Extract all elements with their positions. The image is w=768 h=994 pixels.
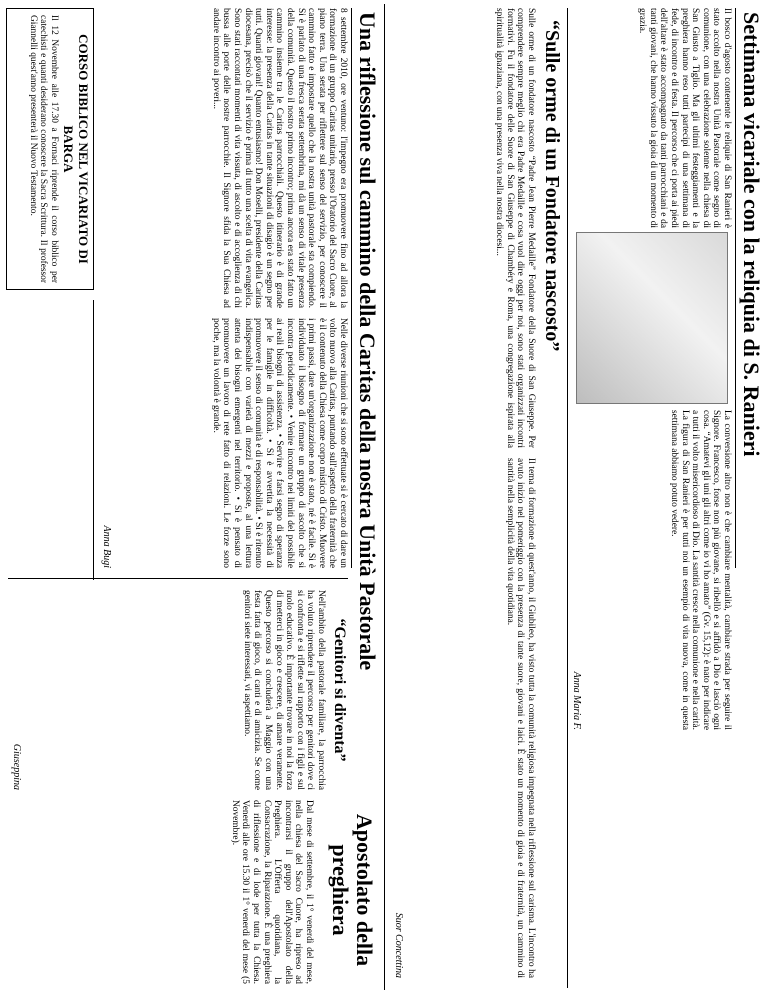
fondatore-heading: “Sulle orme di un Fondatore nascosto” [541,20,563,352]
reliquary-photo [576,232,728,404]
right-title-rule [735,8,736,568]
right-col3-text: Sulle orme di un fondatore nascosto “Padre Jean Pierre Medaille” Fondatore della Suore di San Giuseppe. Per comprendere sempre meglio chi era Padre Medaille e cosa vuol dire oggi per noi, sono stati organizzati incontri formativi. Fu il fondatore delle Suore di San Giuseppe di Chambéry e Roma, una congregazione ispirata alla spiritualità ignaziana, con una presenza viva nella nostra diocesi... [494,8,536,448]
left-mid-rule [93,300,94,580]
bible-course-title: CORSO BIBLICO NEL VICARIATO DI BARGA [61,34,91,264]
left-signature-2: Giuseppina [11,743,22,790]
apostolato-title: Apostolato della preghiera [328,813,377,967]
genitori-heading: “Genitori si diventa” [331,618,348,762]
right-signature-1: Anna Maria F. [571,671,582,730]
left-signature-1: Anna Bugi [101,525,112,568]
left-col2-text: Nelle diverse riunioni che si sono effettuate si è cercato di dare un volto nuovo alla Caritas, puntando sull'aspetto della fraternità che è il contenuto della Chiesa come corpo mistico di Cristo. Muovere i primi passi, dare un'organizzazione non è stato, né è facile. Si è individuato il bisogno di formare un gruppo di ascolto che si incontra periodicamente. • Venire incontro nei limiti del possibile ai reali bisogni di assistenza. • Servire e farsi segno di speranza per le famiglie in difficoltà. • Si è avvertita la necessità di promuovere il senso di comunità e di responsabilità. • Si è ritenuto indispensabile con varietà di mezzi e proposte, al una lettura attenta dei bisogni emergenti nel territorio. • Si è pensato di promuovere un lavoro di rete fatto di relazioni. Le forze sono poche, ma la volontà è grande. [210,318,348,568]
right-signature-2: Suor Concettina [393,912,404,978]
right-col4-text: Il tema di formazione di quest'anno, il Giubileo, ha visto tutta la comunità religiosa impegnata nella riflessione sul carisma. L'incontro ha avuto inizio nel pomeriggio con la presenza di tante suore, giovani e laici. È stato un momento di gioia e di fraternità, un cammino di santità nella semplicità della vita quotidiana. [504,458,536,978]
right-mid-rule [567,8,568,988]
left-col1-text: 8 settembre 2010, ore ventuno: l'impegno era promuovere fino ad allora la formazione di un gruppo Caritas unitario, presso l'Oratorio del Sacro Cuore, al piano terra. Una serata per riflettere sul senso del servizio, per conoscere il cammino fatto e impostare quello che la nostra unità pastorale sta compiendo. Si è parlato di una fresca serata settembrina, mi dà un senso di vitale presenza della comunità. Questo il nostro primo incontro; prima ancora era stato fatto un cammino insieme tra le Caritas parrocchiali. Questo itinerario è di grande interesse: la presenza della Caritas in tante situazioni di disagio è un segno per tutti. Quanti giovani! Quanto entusiasmo! Don Moselli, presidente della Caritas diocesana, precisò che il servizio è prima di tutto una scelta di vita evangelica. Sono stati raccontati momenti di vita vissuta, di ascolto e di accoglienza di chi bussa alle porte delle nostre parrocchie. Il Signore sfida la Sua Chiesa ad andare incontro ai poveri... [210,8,348,308]
genitori-text: Nell'ambito della pastorale familiare, la parrocchia ha voluto riprendere il percorso per genitori dove ci si confronta e si riflette sul rapporto con i figli e sul ruolo educativo. È importante trovare in noi la forza di metterci in gioco e crescere, di amare veramente. Questo percorso si concluderà a Maggio con una festa fatta di gioco, di canti e di amicizia. Se come genitori siete interessati, vi aspettiamo. [241,590,326,790]
bible-course-text: Il 12 Novembre alle 17.30 a Fornaci riprende il corso biblico per catechisti e quanti desiderano conoscere la Sacra Scrittura. Il professor Giannelli quest'anno presenterà il Nuovo Testamento. [27,15,59,283]
left-article-title: Una riflessione sul cammino della Caritas della nostra Unità Pastorale [355,12,380,671]
right-col2-text: La conversione altro non è che cambiare mentalità, cambiare strada per seguire il Signore. Francesco, forse non più giovane, si ribellò e si affidò a Dio e lasciò ogni cosa. “Amatevi gli uni gli altri come io vi ho amato” (Gv. 15,12): è nato per indicare a tutti il volto misericordioso di Dio. La santità cresce nella comunione e nella carità. La figura di San Ranieri è per tutti noi un esempio di vita nuova, come in questa settimana abbiamo potuto vedere. [669,410,732,730]
right-half [385,0,768,994]
bible-course-box [6,8,94,290]
left-title-rule [351,8,352,568]
left-col-divider [8,578,348,579]
right-col1-text: Il bosco d'agosto contenente le reliquie di San Ranieri è stato accolto nella nostra Unità Pastorale come segno di comunione, con una celebrazione solenne nella chiesa di San Giusto a Tiglio. Ma gli ultimi festeggiamenti e la preghiera hanno reso tutti partecipi di una settimana di fede, di incontro e di festa. Il percorso che ci porta ai piedi dell'altare è stato accompagnato da tanti parrocchiani e da tanti giovani, che hanno vissuto la gioia di un momento di grazia. [637,8,732,228]
right-article-title: Settimana vicariale con la reliquia di S. Ranieri [739,12,764,457]
apostolato-text: Dal mese di settembre, il 1° venerdì del mese, nella chiesa del Sacro Cuore, ha ripreso ad incontrarsi il gruppo dell'Apostolato della Preghiera. L'Offerta quotidiana, la Consacrazione, la Riparazione. È una preghiera di riflessione e di lode per tutta la Chiesa. Venerdì alle ore 15.30 il 1° venerdì del mese (5 Novembre). [229,800,314,984]
